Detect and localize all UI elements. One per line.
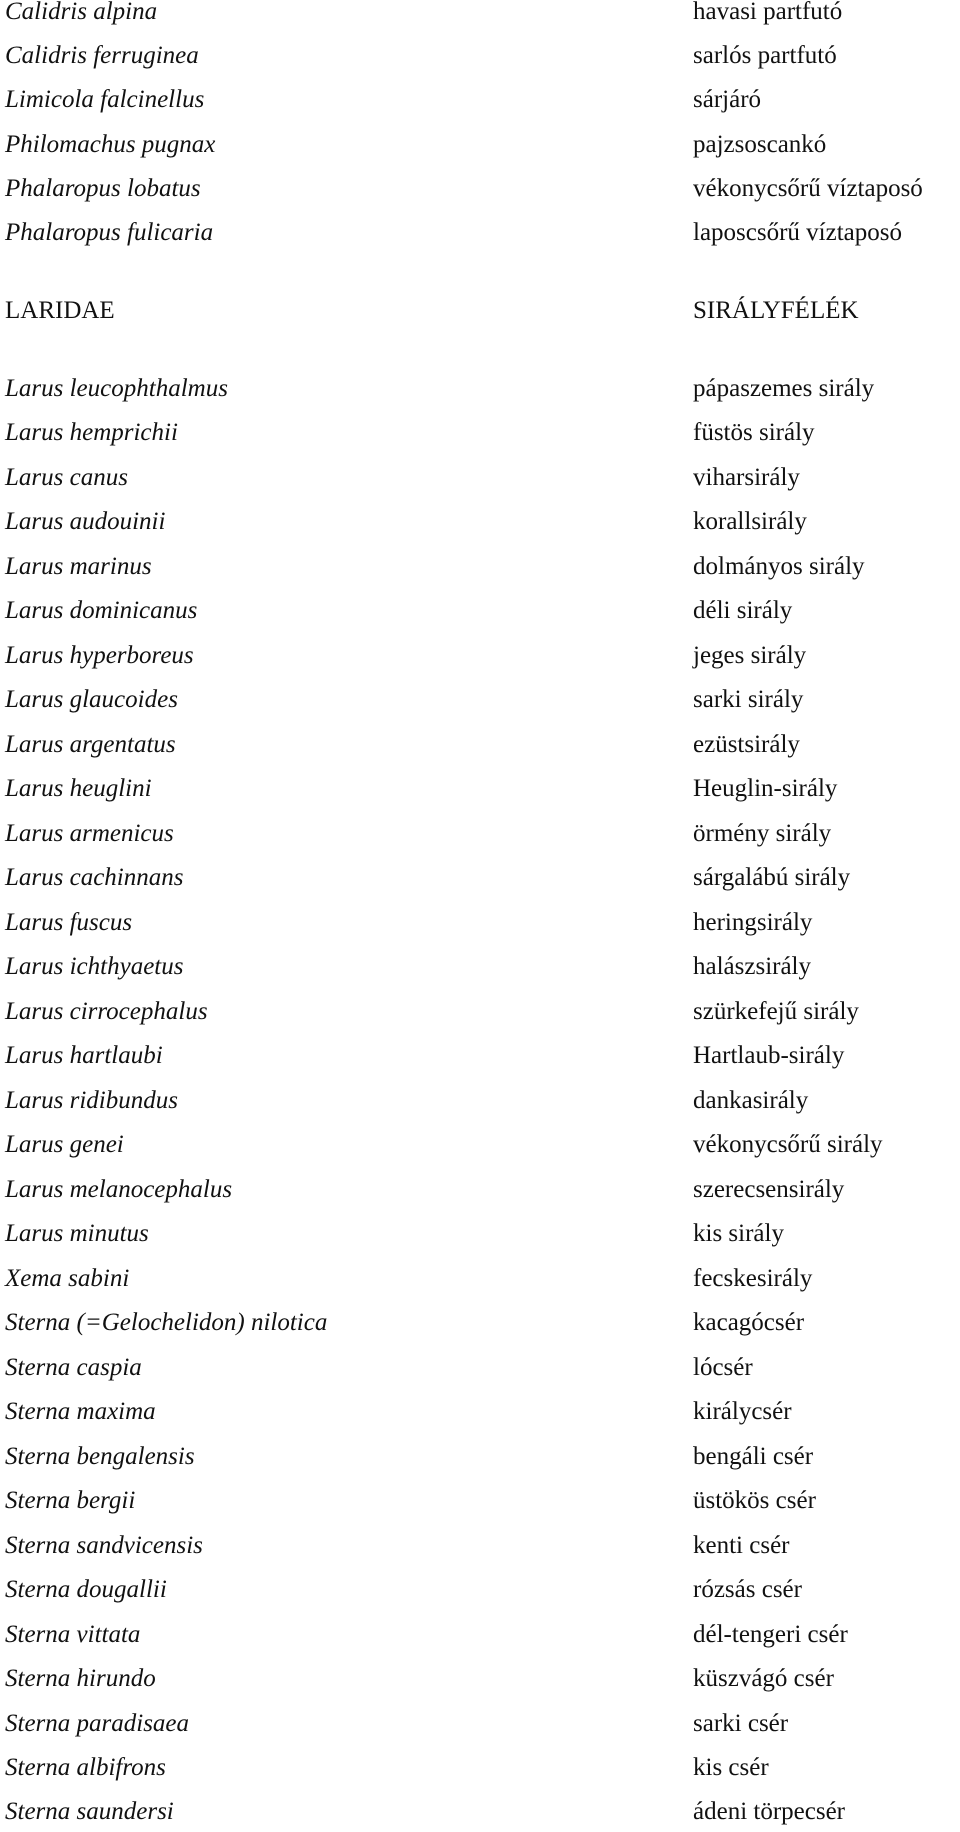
hungarian-name: sárgalábú sirály [693, 864, 851, 891]
species-row [0, 903, 960, 943]
hungarian-name: Heuglin-sirály [693, 775, 838, 802]
scientific-name: Phalaropus lobatus [5, 175, 201, 202]
species-row [0, 1792, 960, 1832]
species-row [0, 36, 960, 76]
species-row [0, 1748, 960, 1788]
species-row [0, 458, 960, 498]
hungarian-name: vékonycsőrű víztaposó [693, 175, 923, 202]
hungarian-name: kis sirály [693, 1220, 784, 1247]
hungarian-name: kis csér [693, 1754, 769, 1781]
scientific-name: Limicola falcinellus [5, 86, 205, 113]
scientific-name: Larus melanocephalus [5, 1176, 233, 1203]
hungarian-name: Hartlaub-sirály [693, 1042, 845, 1069]
species-row [0, 992, 960, 1032]
family-scientific-name: LARIDAE [5, 297, 115, 324]
species-row [0, 1348, 960, 1388]
species-row [0, 1481, 960, 1521]
hungarian-name: pajzsoscankó [693, 131, 827, 158]
species-row [0, 125, 960, 165]
scientific-name: Sterna (=Gelochelidon) nilotica [5, 1309, 328, 1336]
hungarian-name: ádeni törpecsér [693, 1798, 846, 1825]
scientific-name: Xema sabini [5, 1265, 130, 1292]
species-row [0, 1659, 960, 1699]
hungarian-name: szerecsensirály [693, 1176, 845, 1203]
hungarian-name: dél-tengeri csér [693, 1621, 848, 1648]
hungarian-name: dolmányos sirály [693, 553, 865, 580]
species-row [0, 1615, 960, 1655]
hungarian-name: pápaszemes sirály [693, 375, 875, 402]
scientific-name: Larus cachinnans [5, 864, 184, 891]
species-row [0, 1036, 960, 1076]
scientific-name: Larus minutus [5, 1220, 149, 1247]
scientific-name: Calidris ferruginea [5, 42, 199, 69]
scientific-name: Larus cirrocephalus [5, 998, 208, 1025]
scientific-name: Sterna dougallii [5, 1576, 167, 1603]
hungarian-name: sarki sirály [693, 686, 804, 713]
scientific-name: Larus ridibundus [5, 1087, 178, 1114]
scientific-name: Larus canus [5, 464, 128, 491]
scientific-name: Larus genei [5, 1131, 124, 1158]
scientific-name: Sterna bergii [5, 1487, 136, 1514]
scientific-name: Larus dominicanus [5, 597, 198, 624]
species-row [0, 369, 960, 409]
hungarian-name: füstös sirály [693, 419, 815, 446]
hungarian-name: üstökös csér [693, 1487, 816, 1514]
hungarian-name: sárjáró [693, 86, 762, 113]
species-row [0, 636, 960, 676]
scientific-name: Larus leucophthalmus [5, 375, 228, 402]
scientific-name: Larus argentatus [5, 731, 176, 758]
species-row [0, 814, 960, 854]
hungarian-name: jeges sirály [693, 642, 807, 669]
scientific-name: Larus audouinii [5, 508, 166, 535]
scientific-name: Larus heuglini [5, 775, 152, 802]
scientific-name: Sterna vittata [5, 1621, 141, 1648]
species-row [0, 0, 960, 32]
scientific-name: Phalaropus fulicaria [5, 219, 214, 246]
species-row [0, 1526, 960, 1566]
species-row [0, 213, 960, 253]
scientific-name: Larus fuscus [5, 909, 133, 936]
scientific-name: Larus hemprichii [5, 419, 178, 446]
hungarian-name: laposcsőrű víztaposó [693, 219, 902, 246]
hungarian-name: déli sirály [693, 597, 793, 624]
scientific-name: Sterna saundersi [5, 1798, 174, 1825]
scientific-name: Sterna maxima [5, 1398, 156, 1425]
family-hungarian-name: SIRÁLYFÉLÉK [693, 297, 859, 324]
species-row [0, 80, 960, 120]
species-row [0, 1259, 960, 1299]
hungarian-name: ezüstsirály [693, 731, 800, 758]
scientific-name: Sterna hirundo [5, 1665, 156, 1692]
hungarian-name: rózsás csér [693, 1576, 802, 1603]
species-row [0, 858, 960, 898]
hungarian-name: korallsirály [693, 508, 807, 535]
species-row [0, 947, 960, 987]
hungarian-name: kenti csér [693, 1532, 790, 1559]
hungarian-name: dankasirály [693, 1087, 809, 1114]
species-row [0, 1704, 960, 1744]
species-row [0, 502, 960, 542]
species-row [0, 769, 960, 809]
species-row [0, 680, 960, 720]
species-row [0, 591, 960, 631]
hungarian-name: sarlós partfutó [693, 42, 837, 69]
scientific-name: Larus hartlaubi [5, 1042, 163, 1069]
hungarian-name: vékonycsőrű sirály [693, 1131, 883, 1158]
scientific-name: Sterna caspia [5, 1354, 142, 1381]
hungarian-name: havasi partfutó [693, 0, 843, 25]
scientific-name: Philomachus pugnax [5, 131, 216, 158]
scientific-name: Sterna sandvicensis [5, 1532, 203, 1559]
hungarian-name: viharsirály [693, 464, 800, 491]
scientific-name: Calidris alpina [5, 0, 158, 25]
scientific-name: Larus armenicus [5, 820, 174, 847]
scientific-name: Larus ichthyaetus [5, 953, 184, 980]
hungarian-name: lócsér [693, 1354, 753, 1381]
species-row [0, 1170, 960, 1210]
hungarian-name: örmény sirály [693, 820, 832, 847]
scientific-name: Larus hyperboreus [5, 642, 194, 669]
species-row [0, 1081, 960, 1121]
species-row [0, 169, 960, 209]
species-row [0, 1125, 960, 1165]
scientific-name: Sterna albifrons [5, 1754, 166, 1781]
hungarian-name: küszvágó csér [693, 1665, 834, 1692]
hungarian-name: heringsirály [693, 909, 813, 936]
scientific-name: Larus marinus [5, 553, 152, 580]
species-row [0, 1570, 960, 1610]
hungarian-name: bengáli csér [693, 1443, 814, 1470]
species-row [0, 1437, 960, 1477]
species-row [0, 413, 960, 453]
species-row [0, 1392, 960, 1432]
species-row [0, 1214, 960, 1254]
hungarian-name: királycsér [693, 1398, 792, 1425]
hungarian-name: fecskesirály [693, 1265, 813, 1292]
species-row [0, 547, 960, 587]
hungarian-name: szürkefejű sirály [693, 998, 859, 1025]
hungarian-name: halászsirály [693, 953, 812, 980]
scientific-name: Sterna bengalensis [5, 1443, 195, 1470]
species-row [0, 725, 960, 765]
hungarian-name: sarki csér [693, 1710, 789, 1737]
family-heading [0, 291, 960, 331]
scientific-name: Sterna paradisaea [5, 1710, 190, 1737]
scientific-name: Larus glaucoides [5, 686, 178, 713]
species-row [0, 1303, 960, 1343]
hungarian-name: kacagócsér [693, 1309, 805, 1336]
